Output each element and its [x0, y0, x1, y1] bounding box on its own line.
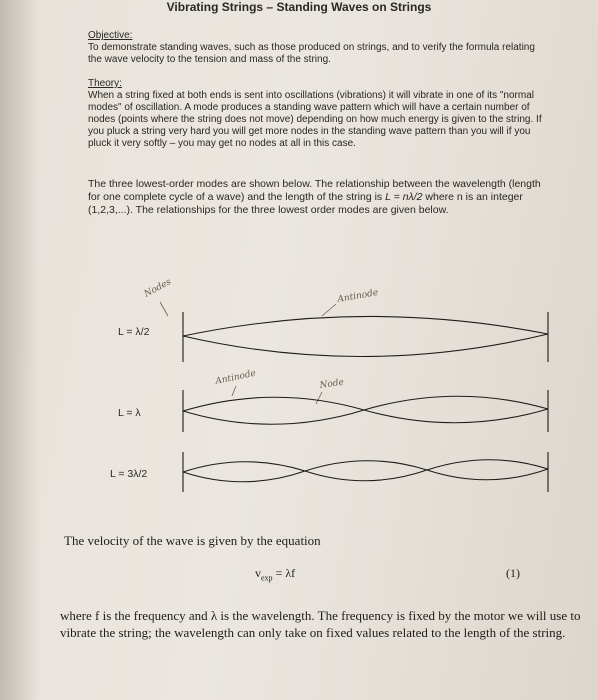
- node-arrow: [316, 392, 322, 404]
- mode-3-loop-2-upper: [305, 461, 427, 471]
- velocity-intro: The velocity of the wave is given by the equation: [64, 533, 321, 548]
- annotation-antinode-2: Antinode: [214, 368, 257, 387]
- modes-text-1: The three lowest-order modes are shown below. The relationship between the wavelength (length for one complete cycle of a wave) and the length of the string is: [88, 178, 541, 203]
- objective-text: To demonstrate standing waves, such as those produced on strings, and to verify the formula relating the wave velocity to the tension and mass of the string.: [88, 42, 535, 65]
- mode-3-loop-3-lower: [427, 469, 548, 480]
- annotation-antinode-1: Antinode: [336, 287, 379, 305]
- annotation-nodes: Nodes: [142, 277, 174, 300]
- mode-2-loop-1-lower: [183, 410, 364, 424]
- mode-1-lower-curve: [183, 334, 548, 357]
- antinode-arrow-1: [322, 304, 336, 316]
- equation-rhs: = λf: [275, 566, 296, 580]
- objective-heading: Objective:: [88, 30, 133, 41]
- mode-2-loop-1-upper: [183, 397, 364, 411]
- annotation-node: Node: [319, 377, 345, 391]
- mode-3-loop-1-lower: [183, 471, 305, 482]
- velocity-explanation: where f is the frequency and λ is the wavelength. The frequency is fixed by the motor we will use to vibrate the string; the wavelength can only take on fixed values related to the length of the string.: [60, 608, 581, 640]
- mode-3-wave: [183, 452, 548, 492]
- equation-number: (1): [506, 566, 520, 580]
- modes-text-2: where n is an integer (1,2,3,...). The relationships for the three lowest order modes are given below.: [88, 191, 523, 216]
- mode-1-wave: [183, 312, 548, 362]
- mode-3-loop-1-upper: [183, 462, 305, 472]
- antinode-arrow-2: [232, 386, 236, 396]
- mode-2-loop-2-lower: [364, 409, 548, 423]
- mode-2-loop-2-upper: [364, 396, 548, 410]
- equation-subscript: exp: [261, 573, 273, 583]
- mode-label-3: L = 3λ/2: [110, 468, 148, 480]
- mode-label-2: L = λ: [118, 407, 141, 419]
- mode-2-wave: [183, 390, 548, 432]
- nodes-arrow: [160, 302, 168, 316]
- theory-text: When a string fixed at both ends is sent into oscillations (vibrations) it will vibrate in one of its "normal modes" of oscillation. A mode produces a standing wave pattern which will have a certain number of nodes (points where the string does not move) depending on how much energy is given to the string. If you pluck a string very hard you will get more nodes in the standing wave pattern than you will if you pluck it very softly – you may get no nodes at all in this case.: [88, 90, 542, 149]
- velocity-equation: [255, 566, 295, 582]
- theory-heading: Theory:: [88, 78, 122, 89]
- page-title: Vibrating Strings – Standing Waves on Strings: [166, 0, 432, 14]
- mode-3-loop-3-upper: [427, 460, 548, 470]
- mode-1-upper-curve: [183, 316, 548, 336]
- formula-inline: L = nλ/2: [385, 191, 423, 203]
- mode-3-loop-2-lower: [305, 470, 427, 481]
- equation-lhs: v: [255, 566, 261, 580]
- mode-label-1: L = λ/2: [118, 326, 150, 338]
